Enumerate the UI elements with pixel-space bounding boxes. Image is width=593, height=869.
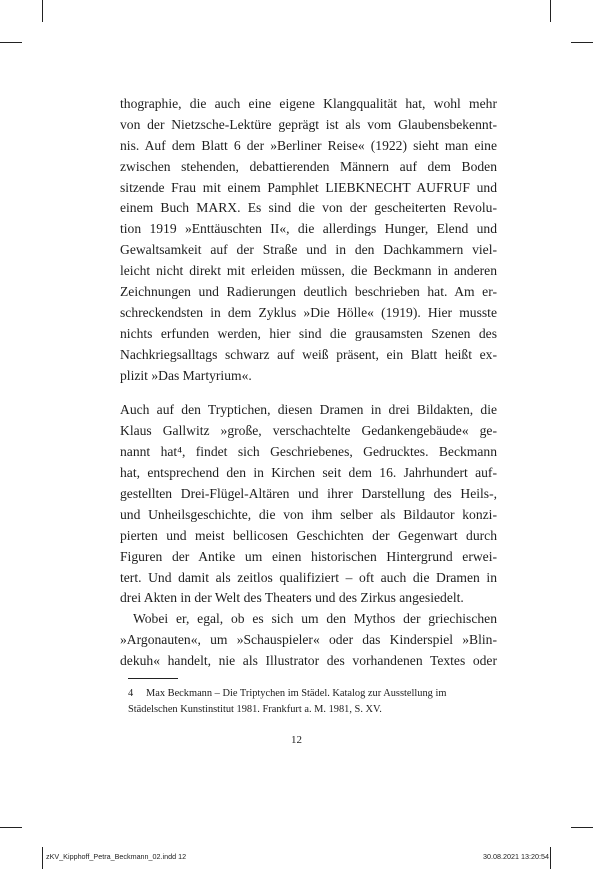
text-line: pierten und meist bellicosen Geschichten der Gegenwart durch (120, 527, 497, 543)
paragraph-3 (120, 609, 497, 672)
text-line: von der Nietzsche-Lektüre geprägt ist als vom Glaubensbekennt- (120, 116, 497, 132)
crop-mark (571, 827, 593, 828)
footnote-number: 4 (128, 688, 134, 699)
footnote-rule (128, 678, 178, 679)
text-line: gestellten Drei-Flügel-Altären und ihrer Darstellung des Heils-, (120, 486, 497, 502)
slug-filename: zKV_Kipphoff_Petra_Beckmann_02.indd 12 (46, 852, 187, 861)
page-number: 12 (291, 734, 302, 746)
text-line: Zeichnungen und Radierungen deutlich beschrieben hat. Am er- (120, 284, 497, 300)
paragraph-gap (120, 386, 497, 400)
text-line: dekuh« handelt, nie als Illustrator des vorhandenen Textes oder (120, 653, 497, 669)
footnote-text: Max Beckmann – Die Triptychen im Städel. Katalog zur Ausstellung im (146, 688, 447, 699)
text-line: einem Buch MARX. Es sind die von der gescheiterten Revolu- (120, 200, 497, 216)
text-line: Klaus Gallwitz »große, verschachtelte Gedankengebäude« ge- (120, 423, 497, 439)
text-line: schreckendsten in dem Zyklus »Die Hölle« (1919). Hier musste (120, 304, 497, 320)
crop-mark (0, 827, 22, 828)
text-line: Figuren der Antike um einen historischen Hintergrund erwei- (120, 548, 497, 564)
paragraph-1 (120, 94, 497, 386)
text-line: leicht nicht direkt mit erleiden müssen, die Beckmann in anderen (120, 263, 497, 279)
text-line: thographie, die auch eine eigene Klangqualität hat, wohl mehr (120, 96, 497, 111)
footnote-line (128, 686, 498, 702)
text-line: zwischen stehenden, debattierenden Männern auf dem Boden (120, 158, 497, 174)
text-line: Gewaltsamkeit auf der Straße und in den Dachkammern viel- (120, 242, 497, 258)
crop-mark (571, 42, 593, 43)
text-line: tert. Und damit als zeitlos qualifiziert – oft auch die Dramen in (120, 569, 497, 585)
text-line: Wobei er, egal, ob es sich um den Mythos der griechischen (133, 611, 497, 627)
footnote (128, 686, 498, 718)
text-line: hat, entsprechend den in Kirchen seit dem 16. Jahrhundert auf- (120, 465, 497, 481)
body-text (120, 94, 497, 672)
footnote-line: Städelschen Kunstinstitut 1981. Frankfurt a. M. 1981, S. XV. (128, 704, 382, 715)
text-line: Auch auf den Tryptichen, diesen Dramen in drei Bildakten, die (120, 402, 497, 418)
text-line: sitzende Frau mit einem Pamphlet LIEBKNECHT AUFRUF und (120, 179, 497, 195)
text-line: Nachkriegsalltags schwarz auf weiß präsent, ein Blatt heißt ex- (120, 346, 497, 362)
text-line: nichts erfunden werden, hier sind die grausamsten Szenen des (120, 325, 497, 341)
crop-mark (42, 847, 43, 869)
text-line: drei Akten in der Welt des Theaters und des Zirkus angesiedelt. (120, 590, 464, 606)
text-line: plizit »Das Martyrium«. (120, 367, 252, 383)
crop-mark (550, 0, 551, 22)
text-line: »Argonauten«, um »Schauspieler« oder das Kinderspiel »Blin- (120, 632, 497, 648)
crop-mark (0, 42, 22, 43)
slug-timestamp: 30.08.2021 13:20:54 (483, 852, 549, 861)
crop-mark (42, 0, 43, 22)
text-line: und Unheilsgeschichte, die von ihm selber als Bildautor konzi- (120, 506, 497, 522)
crop-mark (550, 847, 551, 869)
text-line: tion 1919 »Enttäuschten II«, die allerdings Hunger, Elend und (120, 221, 497, 237)
paragraph-2 (120, 400, 497, 609)
text-line: nis. Auf dem Blatt 6 der »Berliner Reise« (1922) sieht man eine (120, 137, 497, 153)
text-line: nannt hat⁴, findet sich Geschriebenes, Gedrucktes. Beckmann (120, 444, 497, 460)
